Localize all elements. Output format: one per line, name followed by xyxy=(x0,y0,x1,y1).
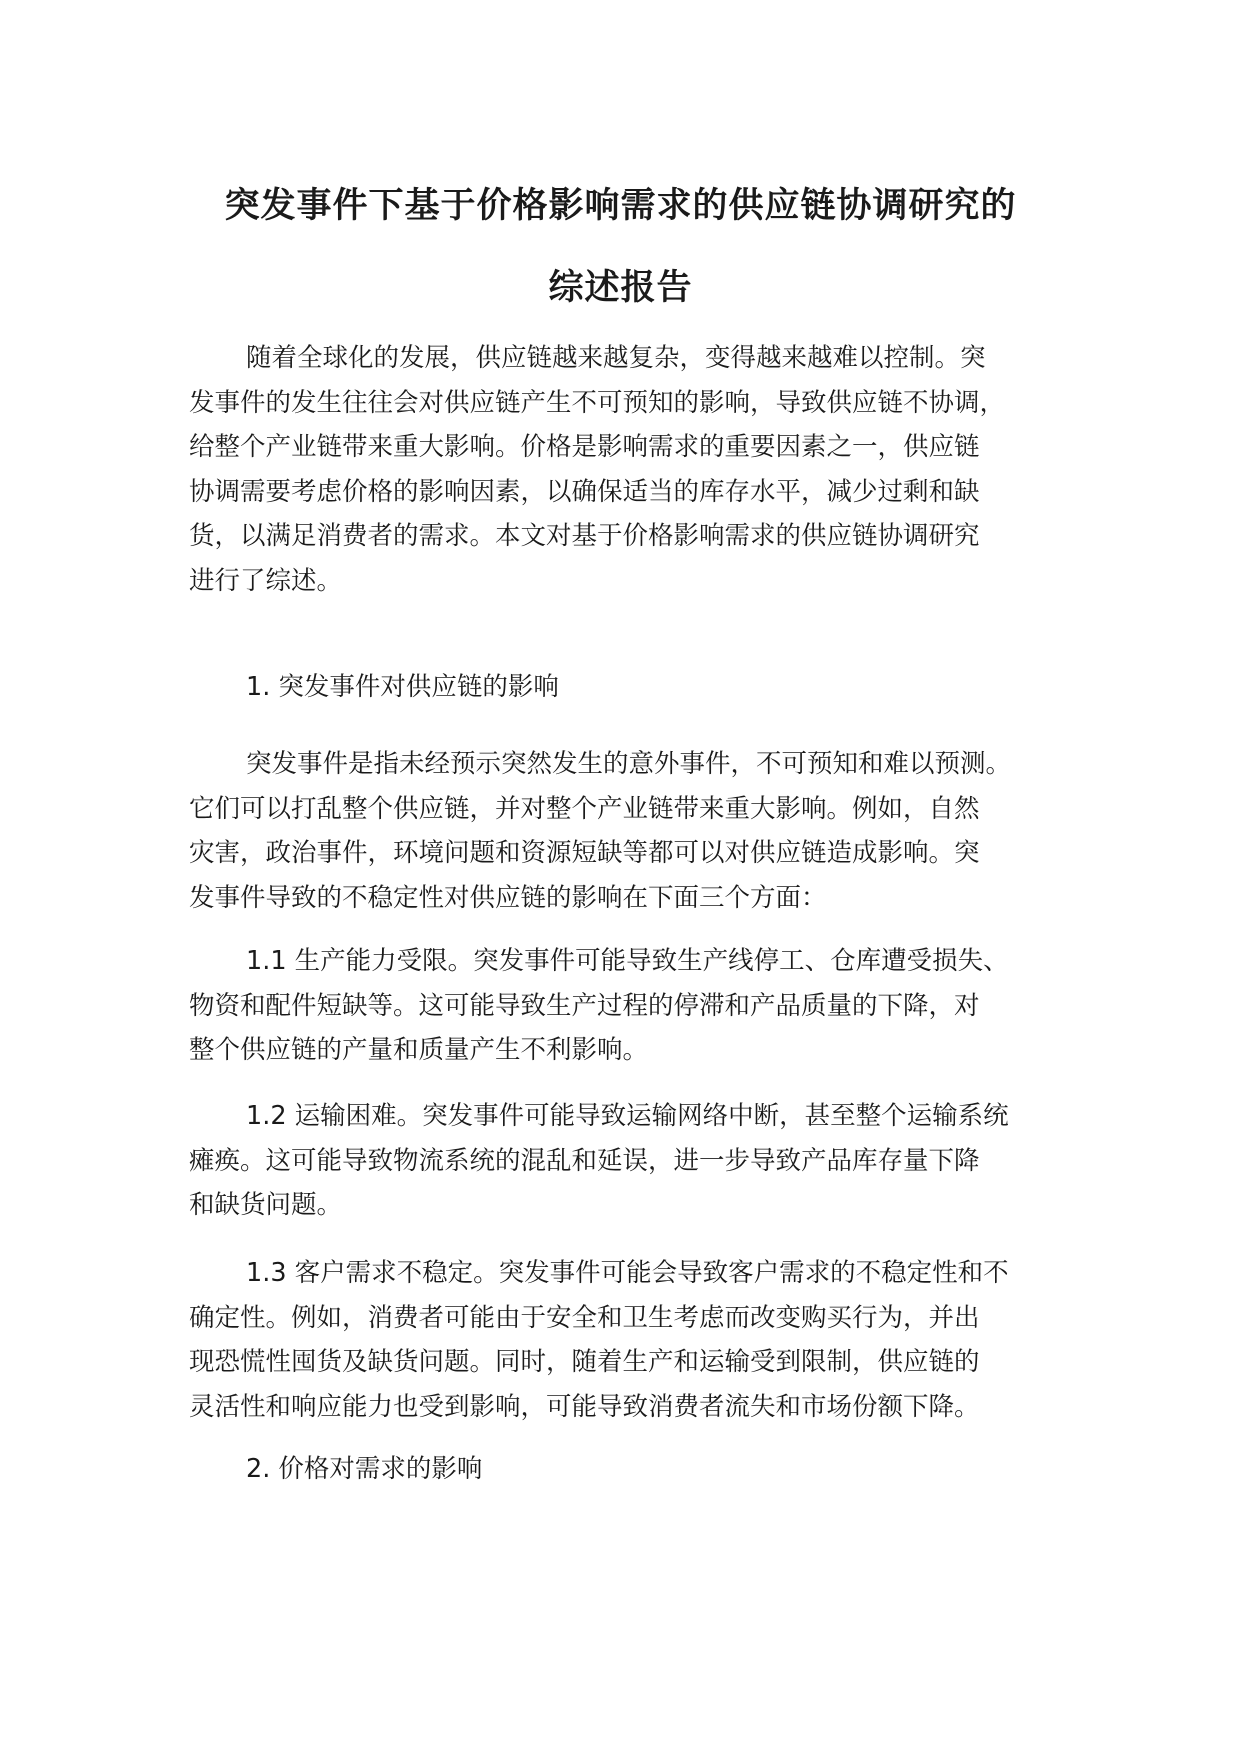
text-line: 发事件导致的不稳定性对供应链的影响在下面三个方面： xyxy=(189,882,827,913)
text-line: 给整个产业链带来重大影响。价格是影响需求的重要因素之一，供应链 xyxy=(189,432,980,462)
text-line: 2. 价格对需求的影响 xyxy=(246,1454,483,1484)
text-line: 它们可以打乱整个供应链，并对整个产业链带来重大影响。例如，自然 xyxy=(189,793,980,824)
text-line: 整个供应链的产量和质量产生不利影响。 xyxy=(189,1035,649,1065)
subsection-1-2-paragraph xyxy=(189,1094,1079,1228)
text-line: 和缺货问题。 xyxy=(189,1190,343,1220)
subsection-1-1-paragraph xyxy=(189,939,1079,1073)
body-paragraph xyxy=(189,742,1079,920)
section-heading-1 xyxy=(189,665,1079,710)
text-line: 瘫痪。这可能导致物流系统的混乱和延误，进一步导致产品库存量下降 xyxy=(189,1145,980,1176)
text-line: 货，以满足消费者的需求。本文对基于价格影响需求的供应链协调研究 xyxy=(189,521,980,551)
text-line: 协调需要考虑价格的影响因素，以确保适当的库存水平，减少过剩和缺 xyxy=(189,476,980,507)
text-line: 进行了综述。 xyxy=(189,565,343,596)
text-line: 突发事件是指未经预示突然发生的意外事件，不可预知和难以预测。 xyxy=(246,749,1012,779)
text-line: 发事件的发生往往会对供应链产生不可预知的影响，导致供应链不协调， xyxy=(189,387,1006,418)
section-heading-2 xyxy=(189,1447,1079,1492)
intro-paragraph xyxy=(189,336,1079,603)
text-line: 1.2 运输困难。突发事件可能导致运输网络中断，甚至整个运输系统 xyxy=(246,1101,1009,1131)
subsection-1-3-paragraph xyxy=(189,1251,1079,1429)
text-line: 确定性。例如，消费者可能由于安全和卫生考虑而改变购买行为，并出 xyxy=(189,1302,980,1333)
text-line: 1. 突发事件对供应链的影响 xyxy=(246,672,559,702)
text-line: 1.3 客户需求不稳定。突发事件可能会导致客户需求的不稳定性和不 xyxy=(246,1258,1009,1288)
text-line: 物资和配件短缺等。这可能导致生产过程的停滞和产品质量的下降，对 xyxy=(189,990,980,1021)
text-line: 随着全球化的发展，供应链越来越复杂，变得越来越难以控制。突 xyxy=(246,343,986,373)
text-line: 灾害，政治事件，环境问题和资源短缺等都可以对供应链造成影响。突 xyxy=(189,838,980,868)
document-title-line-1: 突发事件下基于价格影响需求的供应链协调研究的 xyxy=(224,186,1017,226)
text-line: 现恐慌性囤货及缺货问题。同时，随着生产和运输受到限制，供应链的 xyxy=(189,1347,980,1377)
text-line: 灵活性和响应能力也受到影响，可能导致消费者流失和市场份额下降。 xyxy=(189,1391,980,1422)
text-line: 1.1 生产能力受限。突发事件可能导致生产线停工、仓库遭受损失、 xyxy=(246,946,1009,976)
document-title-line-2: 综述报告 xyxy=(548,268,693,308)
